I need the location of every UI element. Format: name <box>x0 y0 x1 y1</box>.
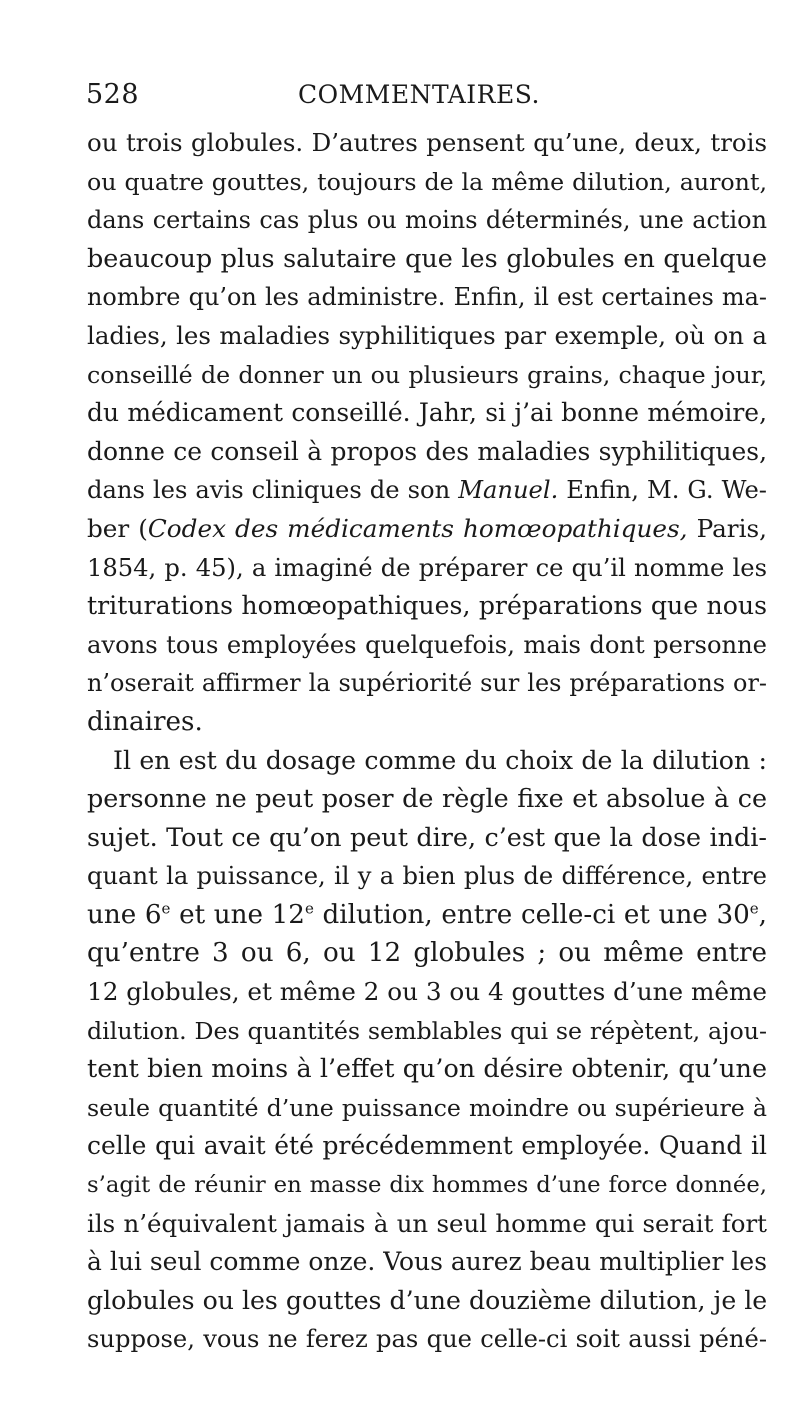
text-line: sujet. Tout ce qu’on peut dire, c’est que la dose indi- <box>87 822 767 853</box>
text-segment: Paris, <box>687 513 767 543</box>
text-line: personne ne peut poser de règle fixe et absolue à ce <box>87 784 767 815</box>
text-line: du médicament conseillé. Jahr, si j’ai bonne mémoire, <box>87 398 767 428</box>
text-line: globules ou les gouttes d’une douzième dilution, je le <box>87 1285 768 1315</box>
text-segment: Enfin, M. G. We- <box>558 476 767 505</box>
text-line: avons tous employées quelquefois, mais dont personne <box>87 630 767 659</box>
text-line: ou trois globules. D’autres pensent qu’une, deux, trois <box>87 128 767 157</box>
text-line: ils n’équivalent jamais à un seul homme qui serait fort <box>87 1208 767 1238</box>
text-line: Il en est du dosage comme du choix de la dilution : <box>113 745 767 775</box>
body-text <box>87 124 767 1359</box>
text-segment: , <box>758 899 767 930</box>
text-line: donne ce conseil à propos des maladies syphilitiques, <box>87 436 767 466</box>
text-line: conseillé de donner un ou plusieurs grains, chaque jour, <box>87 360 767 389</box>
text-line <box>87 896 767 935</box>
text-segment: dans les avis cliniques de son <box>87 476 459 505</box>
text-line: n’oserait affirmer la supériorité sur les préparations or- <box>87 669 767 698</box>
superscript: e <box>749 899 759 918</box>
text-line: nombre qu’on les administre. Enfin, il est certaines ma- <box>87 283 767 312</box>
text-line: quant la puissance, il y a bien plus de différence, entre <box>87 862 767 891</box>
page-number: 528 <box>86 79 140 110</box>
text-line: s’agit de réunir en masse dix hommes d’une force donnée, <box>87 1172 767 1199</box>
text-line: ou quatre gouttes, toujours de la même dilution, auront, <box>87 167 767 196</box>
text-line: dinaires. <box>87 706 203 737</box>
running-head <box>0 78 800 112</box>
text-line: 12 globules, et même 2 ou 3 ou 4 gouttes d’une même <box>87 977 768 1007</box>
text-line: qu’entre 3 ou 6, ou 12 globules ; ou même entre <box>87 938 767 969</box>
italic-title: Manuel. <box>458 476 559 505</box>
text-segment: ber ( <box>87 513 148 543</box>
superscript: e <box>161 899 171 918</box>
running-title: COMMENTAIRES. <box>298 80 540 109</box>
text-segment: dilution, entre celle-ci et une 30 <box>313 899 750 930</box>
text-line <box>87 510 767 549</box>
text-line: triturations homœopathiques, préparations que nous <box>87 591 767 621</box>
text-line: tent bien moins à l’effet qu’on désire obtenir, qu’une <box>87 1054 767 1085</box>
text-line: suppose, vous ne ferez pas que celle-ci soit aussi péné- <box>87 1325 767 1354</box>
italic-title: Codex des médicaments homœopathiques, <box>147 513 688 543</box>
text-segment: et une 12 <box>170 899 305 930</box>
text-line: celle qui avait été précédemment employée. Quand il <box>87 1131 767 1161</box>
text-line: dilution. Des quantités semblables qui se répètent, ajou- <box>87 1016 767 1045</box>
text-line: beaucoup plus salutaire que les globules en quelque <box>87 243 767 274</box>
text-line: dans certains cas plus ou moins déterminés, une action <box>87 206 767 235</box>
text-line: 1854, p. 45), a imaginé de préparer ce qu’il nomme les <box>87 553 767 582</box>
text-segment: une 6 <box>87 899 162 930</box>
text-line: seule quantité d’une puissance moindre ou supérieure à <box>87 1093 767 1122</box>
text-line <box>87 471 767 510</box>
text-line: ladies, les maladies syphilitiques par exemple, où on a <box>87 320 767 350</box>
superscript: e <box>304 899 314 918</box>
text-line: à lui seul comme onze. Vous aurez beau multiplier les <box>87 1247 767 1277</box>
